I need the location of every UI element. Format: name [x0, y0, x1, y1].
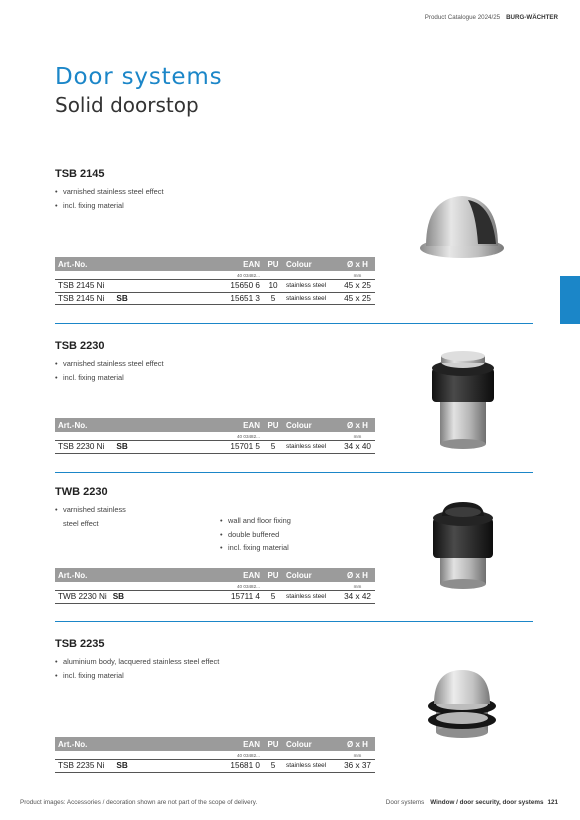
sb-badge: SB: [116, 761, 128, 771]
doorstop-cylinder-cap-icon: [428, 498, 498, 598]
art-number: TSB 2145 Ni: [58, 293, 105, 303]
art-number: TSB 2230 Ni: [58, 442, 105, 452]
page-header: [425, 14, 558, 21]
feature-item: • varnished stainless steel effect: [55, 503, 220, 530]
feature-item: • incl. fixing material: [55, 371, 533, 385]
ean-prefix: 40 03482...: [237, 583, 260, 589]
section-divider: [55, 621, 533, 622]
ean-value: 15651 3: [230, 293, 260, 303]
dim-value: 34 x 42: [344, 592, 371, 602]
col-art: Art.-No.: [58, 739, 88, 749]
feature-item: • varnished stainless steel effect: [55, 185, 533, 199]
dim-value: 36 x 37: [344, 761, 371, 771]
col-ean: EAN: [243, 570, 260, 580]
col-art: Art.-No.: [58, 570, 88, 580]
feature-list: [220, 514, 291, 555]
feature-item: • aluminium body, lacquered stainless steel effect: [55, 655, 533, 669]
section-title: TSB 2230: [55, 340, 105, 352]
pu-value: 5: [270, 592, 276, 602]
ean-value: 15711 4: [231, 592, 260, 602]
feature-item: • wall and floor fixing: [220, 514, 291, 528]
sb-badge: SB: [112, 592, 125, 602]
art-number: TWB 2230 Ni: [58, 592, 107, 602]
art-number: TSB 2235 Ni: [58, 761, 105, 771]
section-title: TWB 2230: [55, 486, 108, 498]
pu-value: 10: [268, 281, 278, 291]
table-header: [55, 568, 375, 582]
pu-value: 5: [270, 442, 276, 452]
col-colour: Colour: [286, 420, 312, 430]
section-title: TSB 2235: [55, 638, 105, 650]
feature-list: [55, 503, 220, 555]
col-dim: Ø x H: [347, 570, 368, 580]
brand-label: BURG-WÄCHTER: [506, 14, 558, 21]
ean-value: 15681 0: [230, 761, 260, 771]
feature-item: • varnished stainless steel effect: [55, 357, 533, 371]
col-dim: Ø x H: [347, 739, 368, 749]
footer-note: Product images: Accessories / decoration shown are not part of the scope of delivery.: [20, 799, 258, 806]
footer-breadcrumb: [386, 799, 558, 806]
ean-prefix: 40 03482...: [237, 272, 260, 278]
doorstop-ring-icon: [422, 664, 502, 744]
doorstop-cylinder-icon: [428, 348, 498, 458]
dim-value: 45 x 25: [344, 281, 371, 291]
table-row: [55, 293, 375, 306]
sb-badge: SB: [116, 442, 128, 452]
dim-unit: mm: [353, 272, 362, 278]
table-header: [55, 737, 375, 751]
footer-section: Window / door security, door systems: [430, 799, 544, 806]
pu-value: 5: [270, 293, 276, 303]
table-subheader: [55, 271, 375, 280]
footer-category: Door systems: [385, 799, 425, 806]
article-table: [55, 737, 375, 773]
art-number: TSB 2145 Ni: [58, 281, 105, 291]
ean-prefix: 40 03482...: [237, 752, 260, 758]
col-pu: PU: [267, 570, 279, 580]
section-divider: [55, 323, 533, 324]
table-header: [55, 257, 375, 271]
page-number: 121: [547, 799, 558, 806]
col-ean: EAN: [243, 739, 260, 749]
section-title: TSB 2145: [55, 168, 105, 180]
feature-item: • incl. fixing material: [220, 541, 291, 555]
col-art: Art.-No.: [58, 259, 88, 269]
col-pu: PU: [267, 739, 279, 749]
col-pu: PU: [267, 259, 279, 269]
feature-item: • incl. fixing material: [55, 669, 533, 683]
table-subheader: [55, 751, 375, 760]
article-table: [55, 418, 375, 454]
table-row: [55, 441, 375, 454]
table-subheader: [55, 582, 375, 591]
page-subtitle: Solid doorstop: [55, 93, 199, 117]
col-colour: Colour: [286, 739, 312, 749]
col-ean: EAN: [243, 420, 260, 430]
pu-value: 5: [270, 761, 276, 771]
sb-badge: SB: [116, 293, 128, 303]
col-dim: Ø x H: [347, 420, 368, 430]
section-divider: [55, 472, 533, 473]
colour-value: stainless steel: [286, 443, 327, 451]
dim-value: 34 x 40: [344, 442, 371, 452]
col-colour: Colour: [286, 570, 312, 580]
col-colour: Colour: [286, 259, 312, 269]
dim-unit: mm: [353, 433, 362, 439]
dim-unit: mm: [353, 583, 362, 589]
colour-value: stainless steel: [286, 282, 327, 290]
table-header: [55, 418, 375, 432]
ean-prefix: 40 03482...: [237, 433, 260, 439]
feature-item: • incl. fixing material: [55, 199, 533, 213]
col-pu: PU: [267, 420, 279, 430]
colour-value: stainless steel: [286, 294, 327, 302]
article-table: [55, 568, 375, 604]
dim-unit: mm: [353, 752, 362, 758]
article-table: [55, 257, 375, 305]
table-row: [55, 591, 375, 604]
table-row: [55, 760, 375, 773]
table-subheader: [55, 432, 375, 441]
colour-value: stainless steel: [286, 593, 327, 601]
catalogue-label: Product Catalogue 2024/25: [424, 14, 501, 21]
feature-item: • double buffered: [220, 528, 291, 542]
col-dim: Ø x H: [347, 259, 368, 269]
chapter-tab[interactable]: [560, 276, 580, 324]
doorstop-dome-icon: [412, 186, 512, 266]
col-ean: EAN: [243, 259, 260, 269]
ean-value: 15650 6: [230, 281, 260, 291]
colour-value: stainless steel: [286, 762, 327, 770]
col-art: Art.-No.: [58, 420, 88, 430]
page-title: Door systems: [55, 64, 223, 90]
table-row: [55, 280, 375, 293]
dim-value: 45 x 25: [344, 293, 371, 303]
ean-value: 15701 5: [230, 442, 260, 452]
